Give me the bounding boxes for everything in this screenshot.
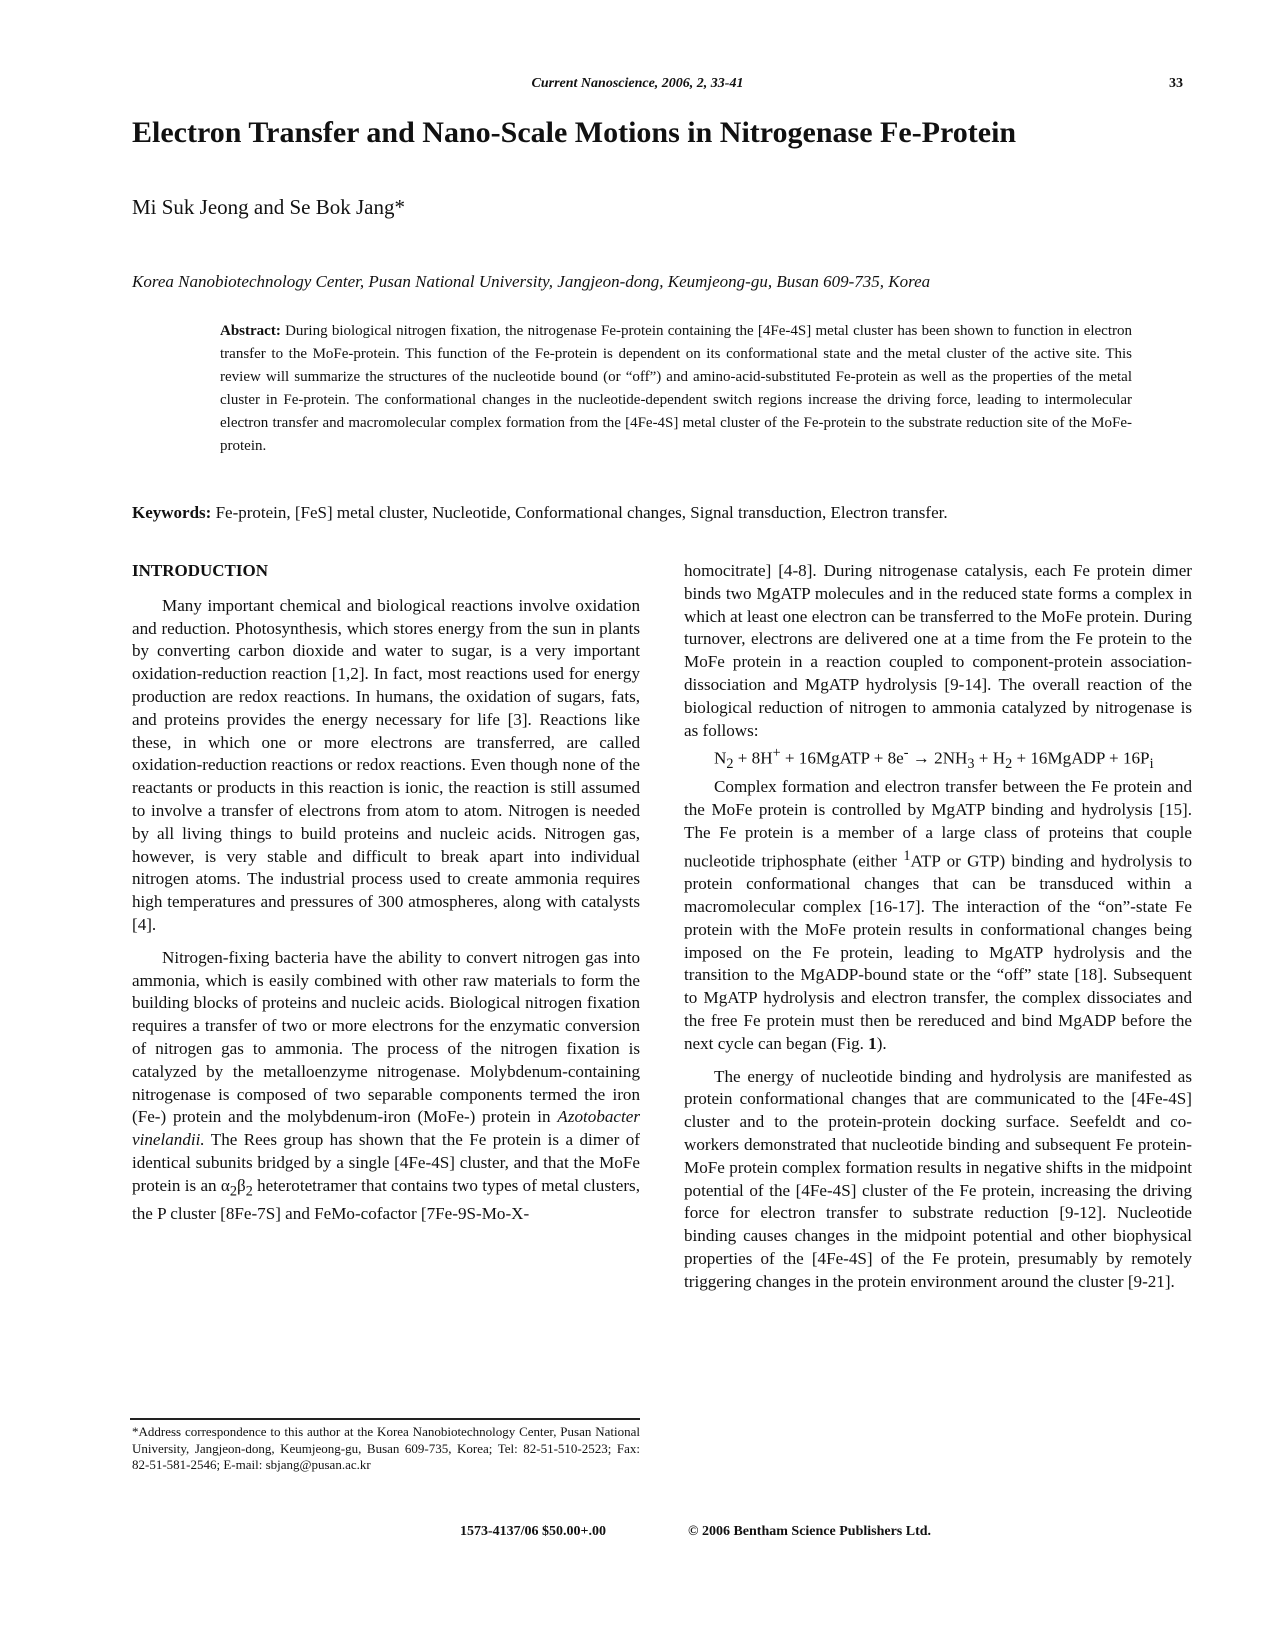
affiliation: Korea Nanobiotechnology Center, Pusan National University, Jangjeon-dong, Keumjeong-gu, Busan 609-735, Korea xyxy=(132,272,931,291)
paragraph-text: Complex formation and electron transfer between the Fe protein and the MoFe protein is controlled by MgATP binding and hydrolysis [15]. The Fe protein is a member of a large class of proteins that couple nucleotide triphosphate (either xyxy=(684,777,1192,871)
section-heading-introduction: INTRODUCTION xyxy=(132,561,269,580)
keywords xyxy=(132,503,948,523)
eq-part: + 16MgATP + 8e xyxy=(780,749,904,769)
footer-issn: 1573-4137/06 $50.00+.00 xyxy=(460,1524,607,1539)
subscript: 2 xyxy=(245,1183,253,1200)
left-column xyxy=(132,560,640,1226)
subscript: 2 xyxy=(229,1183,237,1200)
paragraph-text: heterotetramer that contains two types of metal clusters, the P cluster [8Fe-7S] and FeMo-cofactor [7Fe-9S-Mo-X- xyxy=(132,1175,640,1223)
superscript: 1 xyxy=(903,847,911,864)
eq-part: + 8H xyxy=(733,749,773,769)
paragraph-text: Nitrogen-fixing bacteria have the ability to convert nitrogen gas into ammonia, which is easily combined with other raw materials to form the building blocks of proteins and nucleic acids. Biological nitrogen fixation requires a transfer of two or more electrons for the enzymatic conversion of nitrogen gas to ammonia. The process of the nitrogen fixation is catalyzed by the metalloenzyme nitrogenase. Molybdenum-containing nitrogenase is composed of two separable components termed the iron (Fe-) protein and the molybdenum-iron (MoFe-) protein in xyxy=(132,947,640,1127)
eq-part: N xyxy=(714,749,727,769)
subscript: 2 xyxy=(726,756,734,773)
paragraph: Many important chemical and biological reactions involve oxidation and reduction. Photosynthesis, which stores energy from the sun in plants by converting carbon dioxide and water to sugar, is a very important oxidation-reduction reaction [1,2]. In fact, most reactions used for energy production are redox reactions. In humans, the oxidation of sugars, fats, and proteins provides the energy necessary for life [3]. Reactions like these, in which one or more electrons are transferred, are called oxidation-reduction reactions or redox reactions. Even though none of the reactants or products in this reaction is ionic, the reaction is still assumed to involve a transfer of electrons from atom to atom. Nitrogen is needed by all living things to build proteins and nucleic acids. Nitrogen gas, however, is very stable and difficult to break apart into individual nitrogen atoms. The industrial process used to create ammonia requires high temperatures and pressures of 300 atmospheres, along with catalysts [4]. xyxy=(132,595,640,934)
keywords-label: Keywords: xyxy=(132,503,212,522)
paragraph xyxy=(132,947,640,1226)
footer-copyright: © 2006 Bentham Science Publishers Ltd. xyxy=(688,1524,932,1539)
reaction-equation xyxy=(684,742,1192,776)
paragraph-text: ATP or GTP) binding and hydrolysis to protein conformational changes that can be transduced within a macromolecular complex [16-17]. The interaction of the “on”-state Fe protein with the MoFe protein results in conformational changes being imposed on the Fe protein, leading to MgATP hydrolysis and the transition to the MgADP-bound state or the “off” state [18]. Subsequent to MgATP hydrolysis and electron transfer, the complex dissociates and the free Fe protein must then be rereduced and bind MgADP before the next cycle can began (Fig. xyxy=(684,851,1192,1053)
superscript: + xyxy=(772,745,781,762)
subscript: 3 xyxy=(967,756,975,773)
paragraph-text: ). xyxy=(876,1033,887,1053)
running-head: Current Nanoscience, 2006, 2, 33-41 xyxy=(531,76,744,91)
figure-ref: 1 xyxy=(868,1033,877,1053)
authors: Mi Suk Jeong and Se Bok Jang* xyxy=(132,195,405,219)
eq-part: + 16MgADP + 16P xyxy=(1012,749,1150,769)
species-name: Azotobacter vinelandii. xyxy=(132,1107,640,1150)
paragraph xyxy=(684,776,1192,1055)
right-column xyxy=(684,560,1192,1293)
paragraph: The energy of nucleotide binding and hydrolysis are manifested as protein conformational changes that are communicated to the [4Fe-4S] cluster and to the protein-protein docking surface. Seefeldt and co-workers demonstrated that nucleotide binding and subsequent Fe protein-MoFe protein complex formation results in negative shifts in the midpoint potential of the [4Fe-4S] cluster of the Fe protein, increasing the driving force for electron transfer to substrate reduction [9-12]. Nucleotide binding causes changes in the midpoint potential and other biophysical properties of the [4Fe-4S] of the Fe protein, presumably by remotely triggering changes in the protein environment around the cluster [9-21]. xyxy=(684,1066,1192,1291)
beta-symbol: β xyxy=(236,1175,246,1195)
subscript: i xyxy=(1149,756,1154,773)
abstract-label: Abstract: xyxy=(220,323,281,339)
abstract xyxy=(220,320,1132,458)
footnote: *Address correspondence to this author at the Korea Nanobiotechnology Center, Pusan National University, Jangjeon-dong, Keumjeong-gu, Busan 609-735, Korea; Tel: 82-51-510-2523; Fax: 82-51-581-2546; E-mail: sbjang@pusan.ac.kr xyxy=(132,1424,640,1472)
eq-part: + H xyxy=(974,749,1006,769)
paragraph-text: The Rees group has shown that the Fe protein is a dimer of identical subunits bridged by a single [4Fe-4S] cluster, and that the MoFe protein is an xyxy=(132,1130,640,1195)
eq-part: → 2NH xyxy=(908,749,968,769)
paragraph: homocitrate] [4-8]. During nitrogenase catalysis, each Fe protein dimer binds two MgATP molecules and in the reduced state forms a complex in which at least one electron can be transferred to the MoFe protein. During turnover, electrons are delivered one at a time from the Fe protein to the MoFe protein in a reaction coupled to component-protein association-dissociation and MgATP hydrolysis [9-14]. The overall reaction of the biological reduction of nitrogen to ammonia catalyzed by nitrogenase is as follows: xyxy=(684,561,1192,740)
keywords-text: Fe-protein, [FeS] metal cluster, Nucleotide, Conformational changes, Signal transduction, Electron transfer. xyxy=(215,503,948,522)
superscript: - xyxy=(903,745,909,762)
alpha-symbol: α xyxy=(220,1175,230,1195)
page-number: 33 xyxy=(1169,76,1183,91)
subscript: 2 xyxy=(1005,756,1013,773)
footnote-divider xyxy=(130,1418,640,1420)
page-title: Electron Transfer and Nano-Scale Motions in Nitrogenase Fe-Protein xyxy=(132,116,1017,149)
abstract-text: During biological nitrogen fixation, the nitrogenase Fe-protein containing the [4Fe-4S] metal cluster has been shown to function in electron transfer to the MoFe-protein. This function of the Fe-protein is dependent on its conformational state and the metal cluster of the active site. This review will summarize the structures of the nucleotide bound (or “off”) and amino-acid-substituted Fe-protein as well as the properties of the metal cluster in Fe-protein. The conformational changes in the nucleotide-dependent switch regions increase the driving force, leading to intermolecular electron transfer and macromolecular complex formation from the [4Fe-4S] metal cluster of the Fe-protein to the substrate reduction site of the MoFe-protein. xyxy=(220,323,1133,454)
